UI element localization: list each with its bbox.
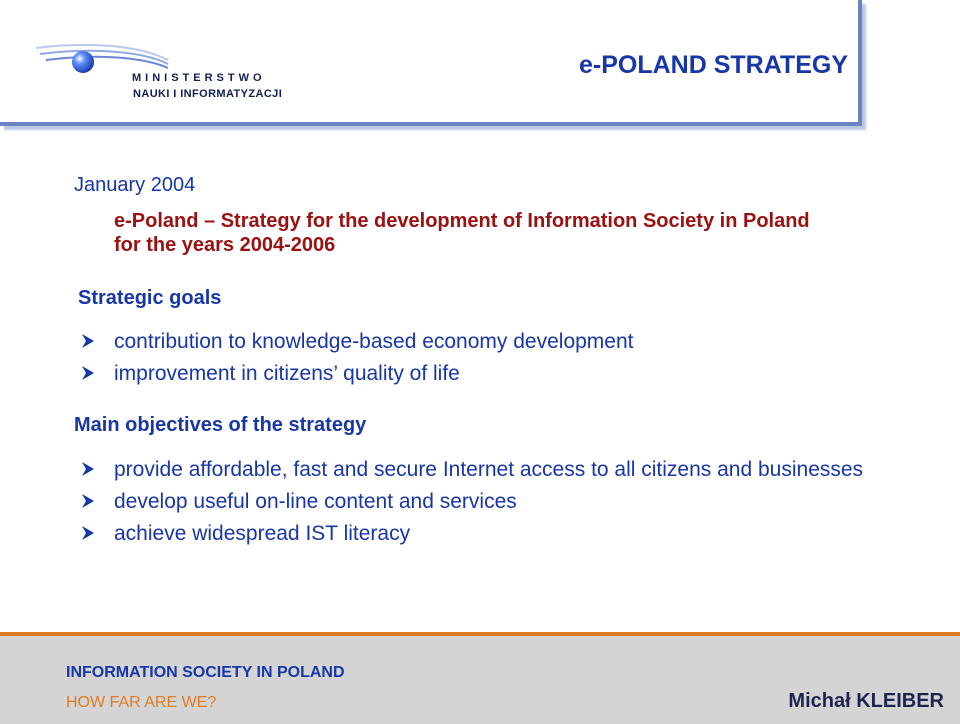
strategic-goals-title: Strategic goals <box>78 287 222 309</box>
strategic-goals-list <box>74 330 894 394</box>
arrow-right-icon <box>78 363 98 383</box>
footer-title: INFORMATION SOCIETY IN POLAND <box>66 664 345 681</box>
list-item <box>74 330 894 354</box>
strategic-goal-text: contribution to knowledge-based economy development <box>114 330 634 353</box>
page-title: e-POLAND STRATEGY <box>579 51 848 79</box>
logo-text-line1: MINISTERSTWO <box>132 72 266 84</box>
arrow-right-icon <box>78 523 98 543</box>
footer-subtitle: HOW FAR ARE WE? <box>66 694 217 711</box>
strategy-name: e-Poland – Strategy for the development of Information Society in Poland for the years 2004-2006 <box>114 210 810 256</box>
author-name: Michał KLEIBER <box>788 690 944 712</box>
strategic-goal-text: improvement in citizens’ quality of life <box>114 362 460 385</box>
list-item <box>74 362 894 386</box>
logo-text-line2: NAUKI I INFORMATYZACJI <box>133 88 283 100</box>
list-item <box>74 490 894 514</box>
objective-text: achieve widespread IST literacy <box>114 522 411 545</box>
arrow-right-icon <box>78 331 98 351</box>
main-objectives-title: Main objectives of the strategy <box>74 414 367 436</box>
footer-bar <box>0 632 960 724</box>
arrow-right-icon <box>78 459 98 479</box>
list-item <box>74 458 894 482</box>
objective-text: provide affordable, fast and secure Internet access to all citizens and businesses <box>114 458 864 481</box>
arrow-right-icon <box>78 491 98 511</box>
objective-text: develop useful on-line content and services <box>114 490 517 513</box>
date-label: January 2004 <box>74 174 196 196</box>
main-objectives-list <box>74 458 894 554</box>
list-item <box>74 522 894 546</box>
